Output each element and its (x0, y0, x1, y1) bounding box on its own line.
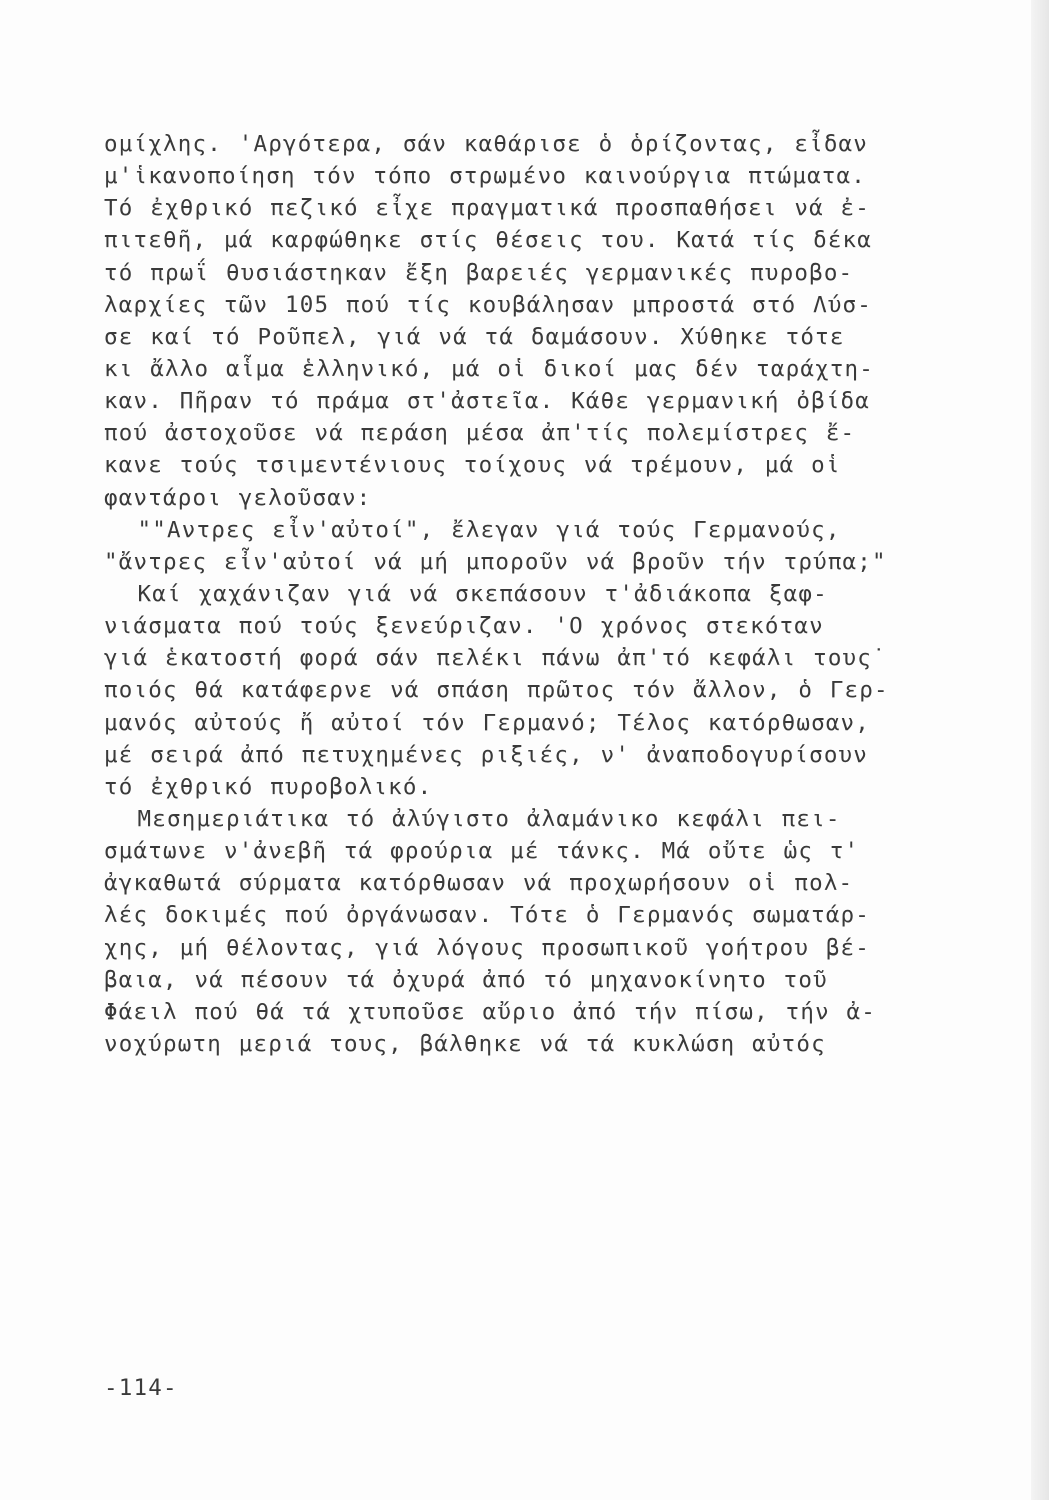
text-line: γιά ἑκατοστή φορά σάν πελέκι πάνω ἀπ'τό κεφάλι τους˙ (104, 645, 887, 672)
text-line: μ'ἱκανοποίηση τόν τόπο στρωμένο καινούργια πτώματα. (104, 163, 867, 190)
text-line: καν. Πῆραν τό πράμα στ'ἀστεῖα. Κάθε γερμανική ὀβίδα (104, 388, 871, 415)
text-line: "ἄντρες εἶν'αὐτοί νά μή μποροῦν νά βροῦν τήν τρύπα;" (104, 548, 887, 575)
text-line: ποιός θά κατάφερνε νά σπάση πρῶτος τόν ἄλλον, ὁ Γερ- (104, 677, 889, 704)
text-line: κανε τούς τσιμεντένιους τοίχους νά τρέμουν, μά οἱ (104, 452, 841, 479)
text-line: Καί χαχάνιζαν γιά νά σκεπάσουν τ'ἀδιάκοπα ξαφ- (104, 580, 828, 607)
text-line: ἀγκαθωτά σύρματα κατόρθωσαν νά προχωρήσουν οἱ πολ- (104, 870, 854, 897)
text-line: Φάειλ πού θά τά χτυποῦσε αὔριο ἀπό τήν πίσω, τήν ἀ- (104, 998, 877, 1025)
text-line: τό ἐχθρικό πυροβολικό. (104, 773, 433, 800)
page-edge-shadow (1031, 0, 1049, 1500)
text-line: χης, μή θέλοντας, γιά λόγους προσωπικοῦ γοήτρου βέ- (104, 934, 871, 961)
text-line: τό πρωΐ θυσιάστηκαν ἔξη βαρειές γερμανικές πυροβο- (104, 259, 854, 286)
text-line: πιτεθῆ, μά καρφώθηκε στίς θέσεις του. Κατά τίς δέκα (104, 227, 873, 254)
text-line: Μεσημεριάτικα τό ἀλύγιστο ἀλαμάνικο κεφάλι πει- (104, 805, 841, 832)
page-number: -114- (104, 1375, 178, 1401)
text-line: μανός αὐτούς ἤ αὐτοί τόν Γερμανό; Τέλος κατόρθωσαν, (104, 709, 871, 736)
text-line: πού ἀστοχοῦσε νά περάση μέσα ἀπ'τίς πολεμίστρες ἔ- (104, 420, 856, 447)
text-line: κι ἄλλο αἷμα ἑλληνικό, μά οἱ δικοί μας δέν ταράχτη- (104, 355, 875, 382)
body-text (104, 128, 984, 1060)
text-line: σμάτωνε ν'ἀνεβῆ τά φρούρια μέ τάνκς. Μά οὔτε ὡς τ' (104, 838, 860, 865)
text-line: σε καί τό Ροῦπελ, γιά νά τά δαμάσουν. Χύθηκε τότε (104, 323, 845, 350)
text-line: φαντάροι γελοῦσαν: (104, 484, 372, 511)
text-line: μέ σειρά ἀπό πετυχημένες ριξιές, ν' ἀναποδογυρίσουν (104, 741, 869, 768)
text-line: λαρχίες τῶν 105 πού τίς κουβάλησαν μπροστά στό Λύσ- (104, 291, 873, 318)
text-line: νοχύρωτη μεριά τους, βάλθηκε νά τά κυκλώση αὐτός (104, 1030, 826, 1057)
text-line: λές δοκιμές πού ὀργάνωσαν. Τότε ὁ Γερμανός σωματάρ- (104, 902, 871, 929)
text-line: νιάσματα πού τούς ξενεύριζαν. 'Ο χρόνος στεκόταν (104, 613, 824, 640)
text-line: βαια, νά πέσουν τά ὀχυρά ἀπό τό μηχανοκίνητο τοῦ (104, 966, 828, 993)
text-line: Τό ἐχθρικό πεζικό εἶχε πραγματικά προσπαθήσει νά ἐ- (104, 195, 871, 222)
text-line: ομίχλης. 'Αργότερα, σάν καθάρισε ὁ ὁρίζοντας, εἶδαν (104, 131, 869, 157)
text-line: ""Αντρες εἶν'αὐτοί", ἔλεγαν γιά τούς Γερμανούς, (104, 516, 841, 543)
